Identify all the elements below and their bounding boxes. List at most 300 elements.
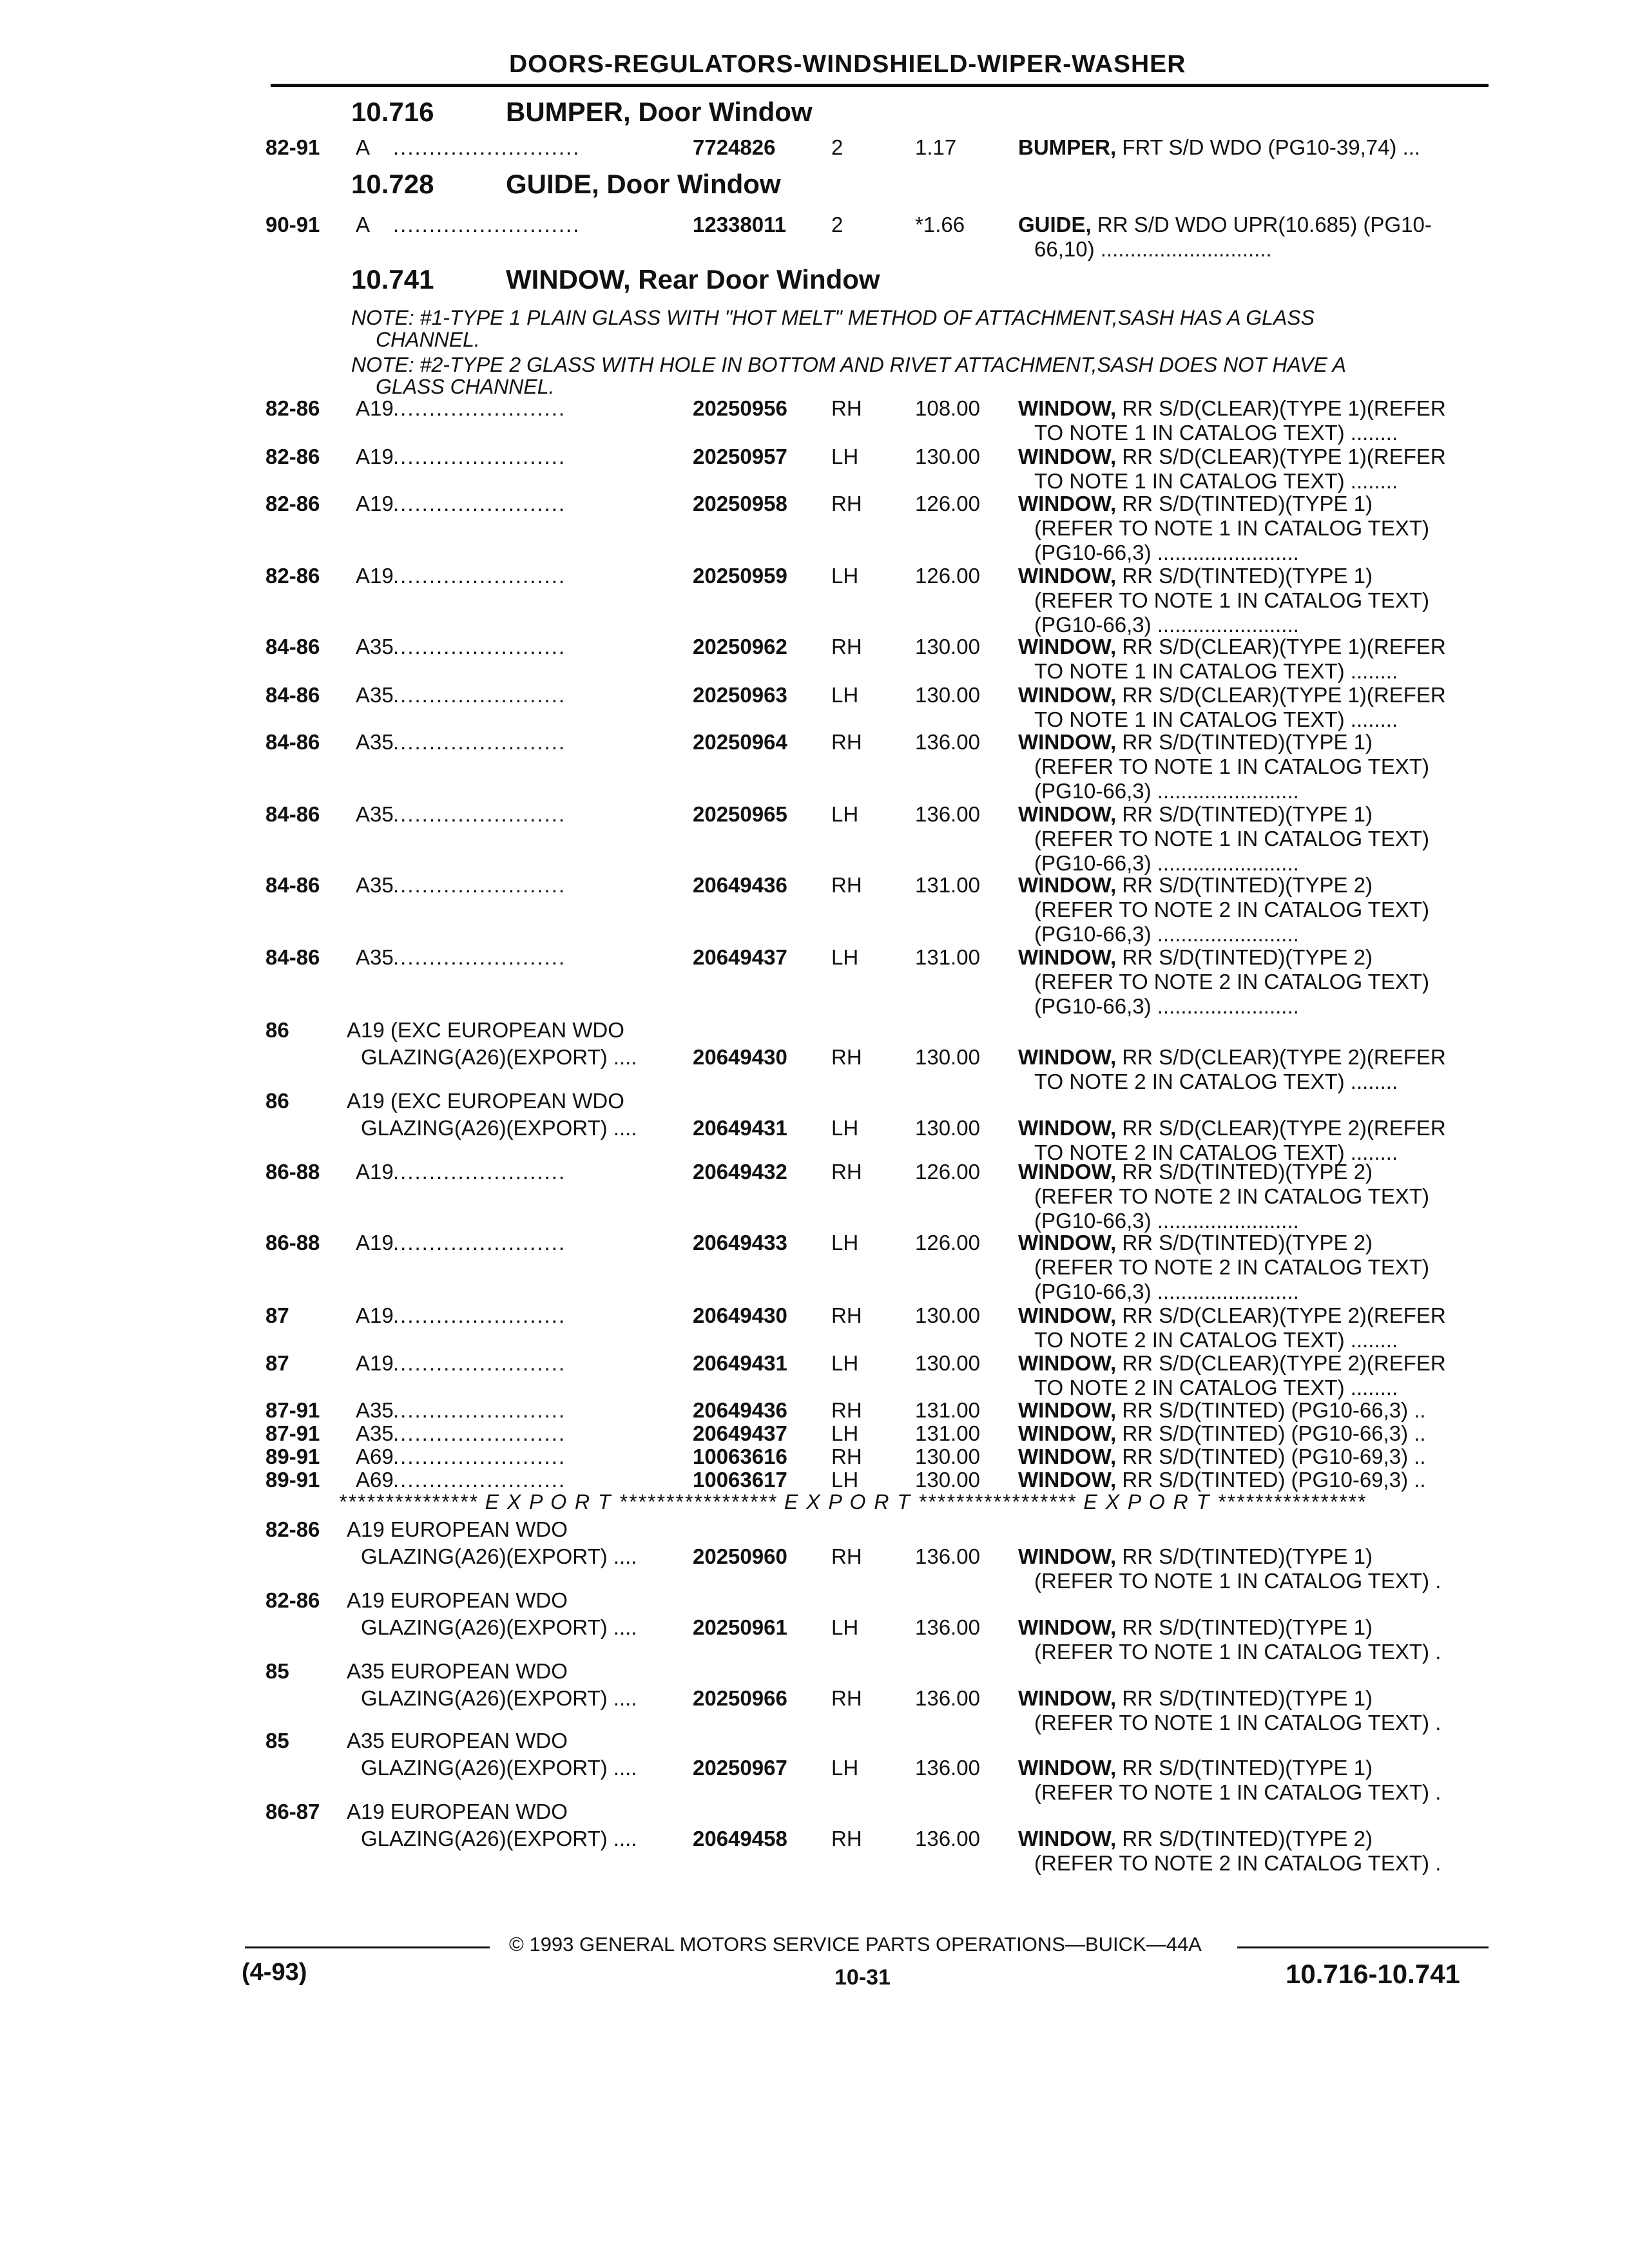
description xyxy=(1018,1445,1426,1469)
description xyxy=(1018,1398,1426,1423)
footer-copyright: © 1993 GENERAL MOTORS SERVICE PARTS OPERATIONS—BUICK—44A xyxy=(509,1933,1202,1956)
description-text: RR S/D(TINTED)(TYPE 1) xyxy=(1122,1756,1373,1780)
description-text: RR S/D WDO UPR(10.685) (PG10- xyxy=(1097,213,1432,236)
model-code: A35 EUROPEAN WDO xyxy=(347,1659,568,1683)
description-text: RR S/D(CLEAR)(TYPE 2)(REFER xyxy=(1122,1351,1446,1375)
part-number: 20250958 xyxy=(693,492,787,515)
description xyxy=(1018,1421,1426,1446)
parts-row xyxy=(0,683,1629,709)
parts-row xyxy=(0,1303,1629,1329)
description xyxy=(1018,564,1373,588)
description-continued: (REFER TO NOTE 2 IN CATALOG TEXT) xyxy=(1034,898,1430,921)
description xyxy=(1018,873,1373,898)
description-text: RR S/D(TINTED)(TYPE 2) xyxy=(1122,1231,1373,1254)
model-years: 86-88 xyxy=(265,1231,320,1254)
model-code: A19 EUROPEAN WDO xyxy=(347,1588,568,1612)
description-text: RR S/D(TINTED)(TYPE 1) xyxy=(1122,492,1373,515)
leader-dots: ........................ xyxy=(393,396,566,420)
description xyxy=(1018,1303,1446,1328)
description-head: WINDOW, xyxy=(1018,445,1117,468)
description-continued: TO NOTE 1 IN CATALOG TEXT) ........ xyxy=(1034,469,1398,493)
part-number: 7724826 xyxy=(693,135,776,159)
leader-dots: ........................ xyxy=(393,873,566,897)
model-years: 82-86 xyxy=(265,492,320,515)
description-continued: (REFER TO NOTE 2 IN CATALOG TEXT) xyxy=(1034,1184,1430,1208)
description-head: GUIDE, xyxy=(1018,213,1092,236)
parts-row xyxy=(0,564,1629,590)
part-number: 20250960 xyxy=(693,1544,787,1568)
quantity: RH xyxy=(831,1686,862,1710)
quantity: LH xyxy=(831,564,859,588)
quantity: RH xyxy=(831,635,862,658)
part-number: 20649430 xyxy=(693,1303,787,1327)
model-years: 84-86 xyxy=(265,873,320,897)
quantity: 2 xyxy=(831,135,843,159)
leader-dots: ........................ xyxy=(393,1351,566,1375)
catalog-note-continued: CHANNEL. xyxy=(376,328,480,351)
parts-row xyxy=(0,873,1629,899)
description-head: WINDOW, xyxy=(1018,1445,1117,1468)
model-code: A35 xyxy=(356,802,394,826)
model-code: A19 xyxy=(356,1303,394,1327)
price: 136.00 xyxy=(915,1615,980,1639)
price: 126.00 xyxy=(915,1160,980,1184)
part-number: 20250959 xyxy=(693,564,787,588)
quantity: LH xyxy=(831,683,859,707)
parts-row xyxy=(0,730,1629,756)
description-text: RR S/D(TINTED)(TYPE 2) xyxy=(1122,1827,1373,1850)
description xyxy=(1018,945,1373,970)
parts-row xyxy=(0,213,1629,238)
description-head: WINDOW, xyxy=(1018,1827,1117,1850)
model-years: 82-86 xyxy=(265,564,320,588)
description-continued: TO NOTE 2 IN CATALOG TEXT) ........ xyxy=(1034,1140,1398,1164)
model-code: A35 xyxy=(356,730,394,754)
description-head: WINDOW, xyxy=(1018,635,1117,658)
model-code-continued: GLAZING(A26)(EXPORT) .... xyxy=(361,1756,637,1780)
model-years: 82-86 xyxy=(265,445,320,468)
leader-dots: ........................ xyxy=(393,564,566,588)
price: 130.00 xyxy=(915,1468,980,1492)
model-years: 89-91 xyxy=(265,1468,320,1492)
leader-dots: ........................ xyxy=(393,1445,566,1468)
quantity: LH xyxy=(831,1421,859,1445)
quantity: RH xyxy=(831,1544,862,1568)
description xyxy=(1018,445,1446,469)
section-title: BUMPER, Door Window xyxy=(506,97,813,127)
model-years: 82-86 xyxy=(265,1588,320,1612)
model-code: A35 xyxy=(356,635,394,658)
description-continued: (REFER TO NOTE 1 IN CATALOG TEXT) xyxy=(1034,588,1430,612)
quantity: LH xyxy=(831,1756,859,1780)
price: 126.00 xyxy=(915,564,980,588)
description-continued: (REFER TO NOTE 2 IN CATALOG TEXT) . xyxy=(1034,1851,1441,1875)
export-parts-row xyxy=(0,1729,1629,1780)
description-text: RR S/D(TINTED)(TYPE 1) xyxy=(1122,1615,1373,1639)
description-continued: (PG10-66,3) ........................ xyxy=(1034,922,1299,946)
description-head: WINDOW, xyxy=(1018,564,1117,588)
part-number: 20649433 xyxy=(693,1231,787,1254)
quantity: LH xyxy=(831,1468,859,1492)
quantity: RH xyxy=(831,1445,862,1468)
description xyxy=(1018,492,1373,516)
description-continued: (REFER TO NOTE 1 IN CATALOG TEXT) . xyxy=(1034,1780,1441,1804)
model-years: 87 xyxy=(265,1303,289,1327)
model-years: 86 xyxy=(265,1089,289,1113)
parts-row xyxy=(0,635,1629,660)
model-code: A19 xyxy=(356,1160,394,1184)
parts-row xyxy=(0,1089,1629,1140)
description-head: WINDOW, xyxy=(1018,1116,1117,1140)
leader-dots: ........................ xyxy=(393,683,566,707)
description xyxy=(1018,730,1373,754)
description-continued: (REFER TO NOTE 2 IN CATALOG TEXT) xyxy=(1034,970,1430,994)
leader-dots: ........................ xyxy=(393,635,566,658)
price: 126.00 xyxy=(915,492,980,515)
model-years: 85 xyxy=(265,1659,289,1683)
description-text: RR S/D(TINTED) (PG10-66,3) .. xyxy=(1122,1398,1426,1422)
description-continued: (REFER TO NOTE 1 IN CATALOG TEXT) xyxy=(1034,754,1430,778)
quantity: LH xyxy=(831,802,859,826)
quantity: RH xyxy=(831,1398,862,1422)
description-head: WINDOW, xyxy=(1018,1615,1117,1639)
description-head: WINDOW, xyxy=(1018,1544,1117,1568)
price: 131.00 xyxy=(915,1421,980,1445)
part-number: 20649437 xyxy=(693,1421,787,1445)
model-code-continued: GLAZING(A26)(EXPORT) .... xyxy=(361,1544,637,1568)
description xyxy=(1018,1351,1446,1376)
quantity: RH xyxy=(831,730,862,754)
model-years: 84-86 xyxy=(265,730,320,754)
description-continued: (PG10-66,3) ........................ xyxy=(1034,851,1299,875)
model-years: 87-91 xyxy=(265,1398,320,1422)
description xyxy=(1018,1615,1373,1640)
description-head: BUMPER, xyxy=(1018,135,1117,159)
quantity: RH xyxy=(831,1160,862,1184)
leader-dots: ........................ xyxy=(393,1468,566,1492)
model-code-continued: GLAZING(A26)(EXPORT) .... xyxy=(361,1686,637,1710)
description-text: FRT S/D WDO (PG10-39,74) ... xyxy=(1122,135,1421,159)
part-number: 20649432 xyxy=(693,1160,787,1184)
parts-row xyxy=(0,1445,1629,1470)
description xyxy=(1018,396,1446,421)
quantity: RH xyxy=(831,873,862,897)
price: 130.00 xyxy=(915,445,980,468)
description-text: RR S/D(TINTED)(TYPE 2) xyxy=(1122,945,1373,969)
section-title: WINDOW, Rear Door Window xyxy=(506,264,880,294)
description-head: WINDOW, xyxy=(1018,1045,1117,1069)
price: 130.00 xyxy=(915,1351,980,1375)
leader-dots: ........................ xyxy=(393,802,566,826)
quantity: LH xyxy=(831,1116,859,1140)
description-head: WINDOW, xyxy=(1018,873,1117,897)
model-years: 87-91 xyxy=(265,1421,320,1445)
model-years: 90-91 xyxy=(265,213,320,236)
parts-row xyxy=(0,1018,1629,1069)
parts-row xyxy=(0,1398,1629,1424)
leader-dots: ........................ xyxy=(393,1421,566,1445)
part-number: 20649430 xyxy=(693,1045,787,1069)
price: 130.00 xyxy=(915,1445,980,1468)
part-number: 20649431 xyxy=(693,1351,787,1375)
part-number: 20250962 xyxy=(693,635,787,658)
model-code: A xyxy=(356,135,371,159)
description-continued: TO NOTE 2 IN CATALOG TEXT) ........ xyxy=(1034,1376,1398,1399)
description xyxy=(1018,1544,1373,1569)
quantity: LH xyxy=(831,945,859,969)
description xyxy=(1018,683,1446,707)
section-number: 10.728 xyxy=(351,169,434,199)
description xyxy=(1018,1468,1426,1492)
export-parts-row xyxy=(0,1800,1629,1850)
parts-row xyxy=(0,445,1629,470)
description-text: RR S/D(CLEAR)(TYPE 1)(REFER xyxy=(1122,635,1446,658)
model-code: A19 xyxy=(356,564,394,588)
parts-row xyxy=(0,396,1629,422)
leader-dots: .......................... xyxy=(393,213,581,236)
model-code-continued: GLAZING(A26)(EXPORT) .... xyxy=(361,1045,637,1069)
model-code-continued: GLAZING(A26)(EXPORT) .... xyxy=(361,1827,637,1850)
description xyxy=(1018,1827,1373,1851)
model-code: A19 xyxy=(356,445,394,468)
description-head: WINDOW, xyxy=(1018,1686,1117,1710)
description xyxy=(1018,1045,1446,1070)
quantity: LH xyxy=(831,445,859,468)
quantity: RH xyxy=(831,1045,862,1069)
price: 1.17 xyxy=(915,135,957,159)
leader-dots: ........................ xyxy=(393,1231,566,1254)
description-head: WINDOW, xyxy=(1018,945,1117,969)
model-code: A xyxy=(356,213,371,236)
price: 136.00 xyxy=(915,1544,980,1568)
description-text: RR S/D(TINTED)(TYPE 1) xyxy=(1122,802,1373,826)
footer-rule-right xyxy=(1237,1946,1489,1948)
quantity: 2 xyxy=(831,213,843,236)
model-code: A35 EUROPEAN WDO xyxy=(347,1729,568,1753)
model-years: 86 xyxy=(265,1018,289,1042)
price: 130.00 xyxy=(915,1045,980,1069)
price: 136.00 xyxy=(915,1756,980,1780)
part-number: 20250964 xyxy=(693,730,787,754)
description-continued: (REFER TO NOTE 1 IN CATALOG TEXT) xyxy=(1034,827,1430,850)
parts-row xyxy=(0,1421,1629,1447)
model-years: 86-87 xyxy=(265,1800,320,1823)
part-number: 10063616 xyxy=(693,1445,787,1468)
description-continued: TO NOTE 2 IN CATALOG TEXT) ........ xyxy=(1034,1070,1398,1093)
description xyxy=(1018,1160,1373,1184)
leader-dots: ........................ xyxy=(393,1160,566,1184)
model-years: 84-86 xyxy=(265,945,320,969)
part-number: 20649437 xyxy=(693,945,787,969)
description-continued: (REFER TO NOTE 1 IN CATALOG TEXT) . xyxy=(1034,1711,1441,1735)
description-head: WINDOW, xyxy=(1018,1468,1117,1492)
description-text: RR S/D(TINTED)(TYPE 1) xyxy=(1122,730,1373,754)
description xyxy=(1018,1686,1373,1711)
parts-row xyxy=(0,492,1629,517)
leader-dots: ........................ xyxy=(393,730,566,754)
description xyxy=(1018,1116,1446,1140)
quantity: RH xyxy=(831,1827,862,1850)
description-continued: (PG10-66,3) ........................ xyxy=(1034,541,1299,564)
quantity: LH xyxy=(831,1615,859,1639)
description xyxy=(1018,1231,1373,1255)
model-code: A35 xyxy=(356,683,394,707)
leader-dots: .......................... xyxy=(393,135,581,159)
description-continued: (PG10-66,3) ........................ xyxy=(1034,994,1299,1018)
catalog-note-continued: GLASS CHANNEL. xyxy=(376,375,555,398)
description-head: WINDOW, xyxy=(1018,1351,1117,1375)
export-divider: *************** E X P O R T ***************** E X P O R T ***************** E X P O R T **************** xyxy=(338,1490,1367,1514)
leader-dots: ........................ xyxy=(393,1398,566,1422)
description-text: RR S/D(TINTED)(TYPE 1) xyxy=(1122,1686,1373,1710)
model-code: A69 xyxy=(356,1468,394,1492)
header-rule xyxy=(271,84,1489,87)
footer-page-number: 10-31 xyxy=(834,1965,891,1990)
model-years: 82-86 xyxy=(265,396,320,420)
model-code: A35 xyxy=(356,1398,394,1422)
model-years: 87 xyxy=(265,1351,289,1375)
part-number: 20250966 xyxy=(693,1686,787,1710)
model-code: A35 xyxy=(356,1421,394,1445)
description-head: WINDOW, xyxy=(1018,683,1117,707)
model-code: A19 EUROPEAN WDO xyxy=(347,1800,568,1823)
price: 136.00 xyxy=(915,730,980,754)
price: 130.00 xyxy=(915,683,980,707)
description-text: RR S/D(TINTED)(TYPE 2) xyxy=(1122,1160,1373,1184)
leader-dots: ........................ xyxy=(393,445,566,468)
description-continued: (PG10-66,3) ........................ xyxy=(1034,1209,1299,1233)
leader-dots: ........................ xyxy=(393,945,566,969)
model-years: 84-86 xyxy=(265,683,320,707)
parts-row xyxy=(0,1160,1629,1186)
description-head: WINDOW, xyxy=(1018,1303,1117,1327)
description-head: WINDOW, xyxy=(1018,1160,1117,1184)
part-number: 12338011 xyxy=(693,213,787,236)
description-head: WINDOW, xyxy=(1018,1756,1117,1780)
part-number: 20250963 xyxy=(693,683,787,707)
price: 108.00 xyxy=(915,396,980,420)
parts-row xyxy=(0,802,1629,828)
description-text: RR S/D(CLEAR)(TYPE 2)(REFER xyxy=(1122,1116,1446,1140)
model-code-continued: GLAZING(A26)(EXPORT) .... xyxy=(361,1615,637,1639)
model-code: A19 xyxy=(356,1351,394,1375)
model-years: 84-86 xyxy=(265,635,320,658)
parts-row xyxy=(0,1231,1629,1256)
description xyxy=(1018,213,1432,237)
footer-rule-left xyxy=(245,1946,490,1948)
quantity: RH xyxy=(831,1303,862,1327)
description-continued: TO NOTE 2 IN CATALOG TEXT) ........ xyxy=(1034,1328,1398,1352)
quantity: LH xyxy=(831,1231,859,1254)
part-number: 20250965 xyxy=(693,802,787,826)
description xyxy=(1018,135,1420,160)
part-number: 20649436 xyxy=(693,873,787,897)
quantity: LH xyxy=(831,1351,859,1375)
part-number: 20649458 xyxy=(693,1827,787,1850)
description-text: RR S/D(CLEAR)(TYPE 1)(REFER xyxy=(1122,445,1446,468)
model-years: 82-86 xyxy=(265,1517,320,1541)
description-text: RR S/D(TINTED)(TYPE 1) xyxy=(1122,1544,1373,1568)
description-text: RR S/D(TINTED) (PG10-69,3) .. xyxy=(1122,1468,1426,1492)
quantity: RH xyxy=(831,492,862,515)
price: 126.00 xyxy=(915,1231,980,1254)
description-continued: 66,10) ............................. xyxy=(1034,237,1272,261)
part-number: 20649431 xyxy=(693,1116,787,1140)
price: 136.00 xyxy=(915,1827,980,1850)
export-parts-row xyxy=(0,1517,1629,1568)
section-number: 10.741 xyxy=(351,264,434,294)
description-text: RR S/D(CLEAR)(TYPE 1)(REFER xyxy=(1122,683,1446,707)
parts-row xyxy=(0,1351,1629,1377)
model-code: A35 xyxy=(356,945,394,969)
model-code: A19 (EXC EUROPEAN WDO xyxy=(347,1018,624,1042)
part-number: 20250957 xyxy=(693,445,787,468)
description-continued: (PG10-66,3) ........................ xyxy=(1034,779,1299,803)
description-text: RR S/D(TINTED)(TYPE 2) xyxy=(1122,873,1373,897)
description-head: WINDOW, xyxy=(1018,492,1117,515)
description-text: RR S/D(CLEAR)(TYPE 2)(REFER xyxy=(1122,1303,1446,1327)
price: 131.00 xyxy=(915,873,980,897)
catalog-note: NOTE: #1-TYPE 1 PLAIN GLASS WITH "HOT MELT" METHOD OF ATTACHMENT,SASH HAS A GLASS xyxy=(351,306,1315,329)
description-head: WINDOW, xyxy=(1018,1421,1117,1445)
description-continued: TO NOTE 1 IN CATALOG TEXT) ........ xyxy=(1034,707,1398,731)
description-continued: TO NOTE 1 IN CATALOG TEXT) ........ xyxy=(1034,421,1398,445)
model-code: A19 xyxy=(356,492,394,515)
price: 130.00 xyxy=(915,1303,980,1327)
parts-row xyxy=(0,135,1629,161)
model-code-continued: GLAZING(A26)(EXPORT) .... xyxy=(361,1116,637,1140)
part-number: 20250956 xyxy=(693,396,787,420)
description-continued: (PG10-66,3) ........................ xyxy=(1034,613,1299,637)
description-head: WINDOW, xyxy=(1018,802,1117,826)
description-continued: (REFER TO NOTE 1 IN CATALOG TEXT) . xyxy=(1034,1640,1441,1664)
description-head: WINDOW, xyxy=(1018,730,1117,754)
parts-row xyxy=(0,945,1629,971)
description-continued: (REFER TO NOTE 2 IN CATALOG TEXT) xyxy=(1034,1255,1430,1279)
part-number: 20250967 xyxy=(693,1756,787,1780)
description xyxy=(1018,635,1446,659)
description xyxy=(1018,802,1373,827)
footer-section-range: 10.716-10.741 xyxy=(1286,1959,1460,1989)
price: 131.00 xyxy=(915,1398,980,1422)
price: 136.00 xyxy=(915,1686,980,1710)
description xyxy=(1018,1756,1373,1780)
price: 130.00 xyxy=(915,1116,980,1140)
parts-row xyxy=(0,1468,1629,1494)
catalog-note: NOTE: #2-TYPE 2 GLASS WITH HOLE IN BOTTOM AND RIVET ATTACHMENT,SASH DOES NOT HAVE A xyxy=(351,353,1346,376)
page-header-title: DOORS-REGULATORS-WINDSHIELD-WIPER-WASHER xyxy=(509,50,1186,78)
footer-date: (4-93) xyxy=(242,1959,307,1986)
description-head: WINDOW, xyxy=(1018,396,1117,420)
price: 136.00 xyxy=(915,802,980,826)
description-text: RR S/D(TINTED) (PG10-66,3) .. xyxy=(1122,1421,1426,1445)
leader-dots: ........................ xyxy=(393,492,566,515)
model-years: 89-91 xyxy=(265,1445,320,1468)
description-continued: (PG10-66,3) ........................ xyxy=(1034,1280,1299,1303)
export-parts-row xyxy=(0,1588,1629,1639)
section-number: 10.716 xyxy=(351,97,434,127)
price: 130.00 xyxy=(915,635,980,658)
model-years: 84-86 xyxy=(265,802,320,826)
price: 131.00 xyxy=(915,945,980,969)
model-code: A19 EUROPEAN WDO xyxy=(347,1517,568,1541)
model-code: A19 xyxy=(356,1231,394,1254)
description-continued: (REFER TO NOTE 1 IN CATALOG TEXT) . xyxy=(1034,1569,1441,1593)
description-head: WINDOW, xyxy=(1018,1398,1117,1422)
section-title: GUIDE, Door Window xyxy=(506,169,781,199)
description-text: RR S/D(CLEAR)(TYPE 1)(REFER xyxy=(1122,396,1446,420)
export-parts-row xyxy=(0,1659,1629,1710)
